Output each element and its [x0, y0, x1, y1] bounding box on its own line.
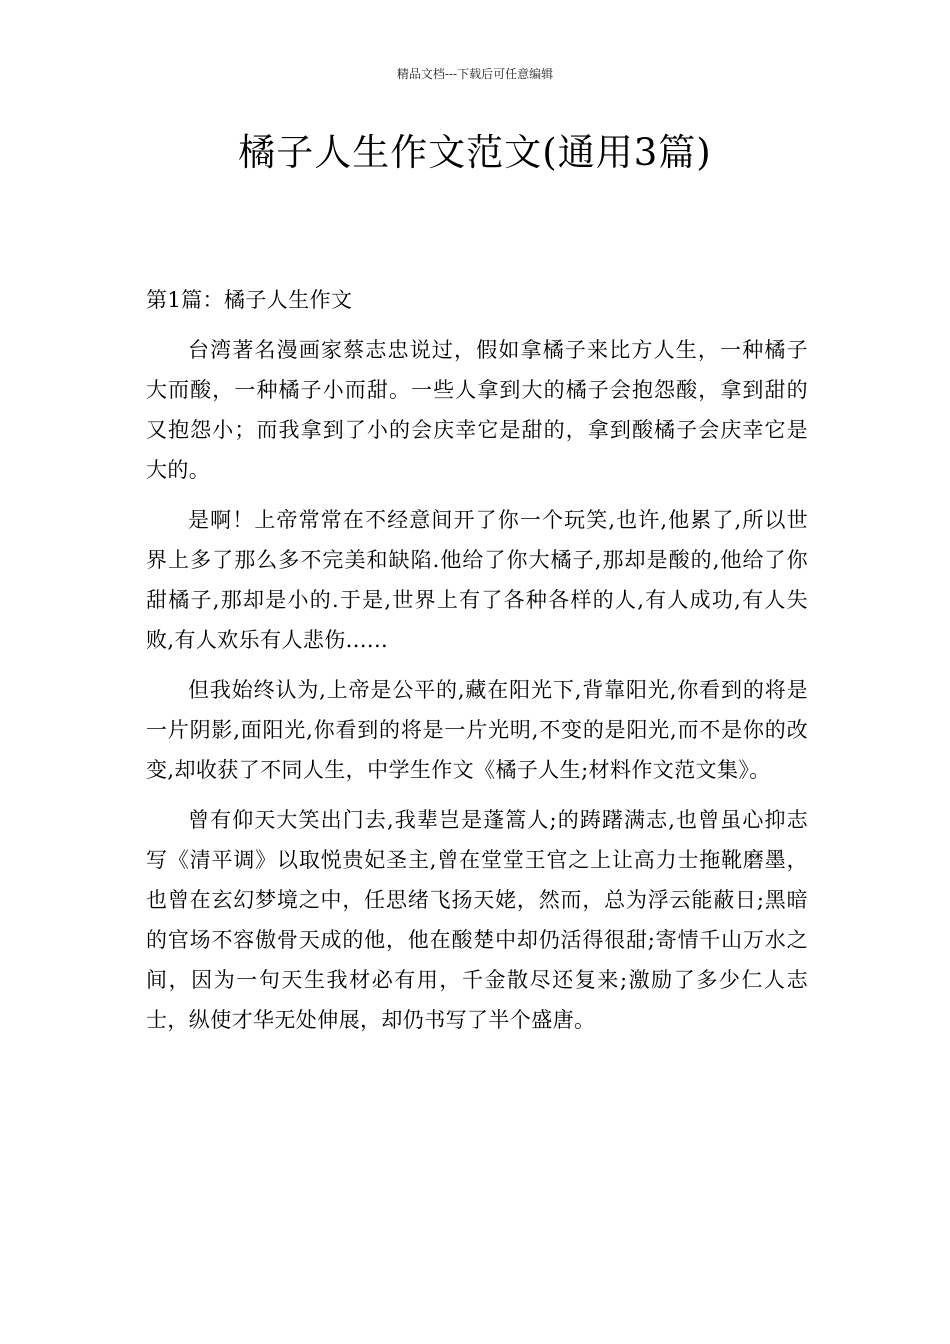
paragraph-3: 但我始终认为,上帝是公平的,藏在阳光下,背靠阳光,你看到的将是一片阴影,面阳光,你看到的将是一片光明,不变的是阳光,而不是你的改变,却收获了不同人生，中学生作文《橘子人生;材料作文范文集》。 — [146, 678, 808, 782]
header-note: 精品文档---下载后可任意编辑 — [396, 67, 554, 81]
paragraph-4: 曾有仰天大笑出门去,我辈岂是蓬篙人;的踌躇满志,也曾虽心抑志写《清平调》以取悦贵妃圣主,曾在堂堂王官之上让高力士拖靴磨墨，也曾在玄幻梦境之中，任思绪飞扬天姥，然而，总为浮云能蔽日;黑暗的官场不容傲骨天成的他，他在酸楚中却仍活得很甜;寄情千山万水之间，因为一句天生我材必有用，千金散尽还复来;激励了多少仁人志士，纵使才华无处伸展，却仍书写了半个盛唐。 — [146, 808, 808, 1032]
paragraph-2: 是啊！上帝常常在不经意间开了你一个玩笑,也许,他累了,所以世界上多了那么多不完美和缺陷.他给了你大橘子,那却是酸的,他给了你甜橘子,那却是小的.于是,世界上有了各种各样的人,有人成功,有人失败,有人欢乐有人悲伤...... — [146, 508, 808, 652]
paragraph-1: 台湾著名漫画家蔡志忠说过，假如拿橘子来比方人生，一种橘子大而酸，一种橘子小而甜。一些人拿到大的橘子会抱怨酸，拿到甜的又抱怨小；而我拿到了小的会庆幸它是甜的，拿到酸橘子会庆幸它是大的。 — [146, 338, 808, 482]
document-title: 橘子人生作文范文(通用3篇) — [238, 131, 712, 174]
document-body — [146, 280, 808, 1050]
section-title: 第1篇：橘子人生作文 — [146, 288, 353, 312]
